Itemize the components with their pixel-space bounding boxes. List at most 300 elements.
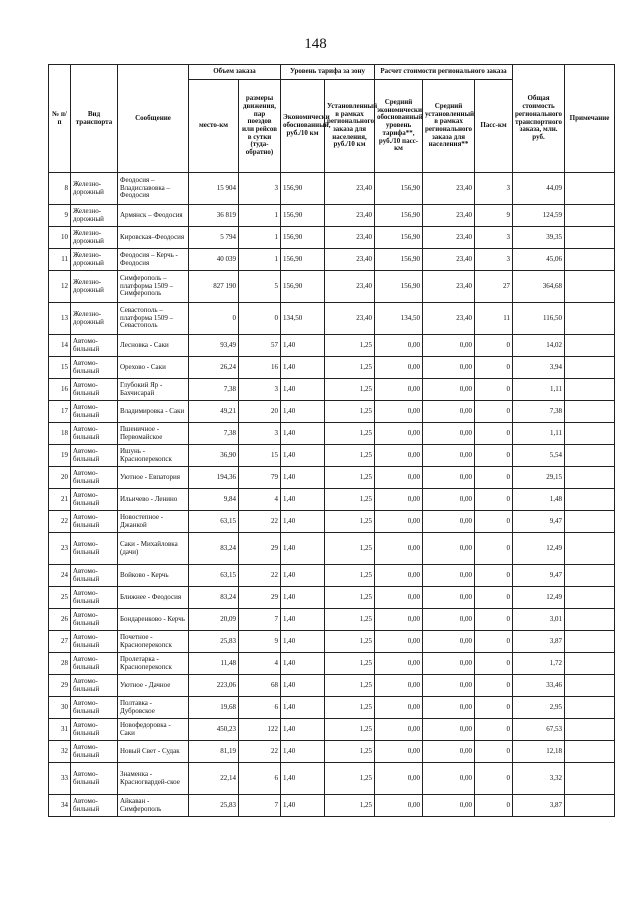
cell-type: Автомо-бильный	[71, 565, 118, 587]
cell-avg-set: 23,40	[423, 227, 475, 249]
cell-avg-econ: 0,00	[375, 763, 423, 795]
cell-set-tariff: 1,25	[325, 423, 375, 445]
cell-avg-econ: 0,00	[375, 631, 423, 653]
cell-avg-econ: 156,90	[375, 271, 423, 303]
cell-set-tariff: 1,25	[325, 445, 375, 467]
cell-seat-km: 40 039	[189, 249, 239, 271]
cell-connection: Симферополь – платформа 1509 – Симферополь	[118, 271, 189, 303]
cell-note	[565, 401, 615, 423]
cell-note	[565, 675, 615, 697]
header-num: № п/п	[49, 65, 71, 173]
cell-note	[565, 173, 615, 205]
header-avg-set: Средний установленный в рамках регионального заказа для населения**	[423, 80, 475, 173]
cell-set-tariff: 23,40	[325, 205, 375, 227]
cell-total: 1,72	[513, 653, 565, 675]
cell-total: 1,48	[513, 489, 565, 511]
table-row	[49, 719, 615, 741]
cell-set-tariff: 1,25	[325, 631, 375, 653]
cell-type: Автомо-бильный	[71, 335, 118, 357]
cell-set-tariff: 1,25	[325, 697, 375, 719]
header-trips: размеры движения, пар поездов или рейсов в сутки (туда-обратно)	[239, 80, 281, 173]
table-row	[49, 271, 615, 303]
cell-total: 12,18	[513, 741, 565, 763]
cell-seat-km: 7,38	[189, 423, 239, 445]
cell-note	[565, 227, 615, 249]
cell-avg-econ: 156,90	[375, 249, 423, 271]
cell-pass-km: 0	[475, 697, 513, 719]
cell-econ-tariff: 156,90	[281, 173, 325, 205]
cell-num: 18	[49, 423, 71, 445]
table-row	[49, 357, 615, 379]
cell-total: 2,95	[513, 697, 565, 719]
cell-pass-km: 0	[475, 609, 513, 631]
cell-avg-set: 0,00	[423, 379, 475, 401]
cell-avg-econ: 0,00	[375, 489, 423, 511]
table-row	[49, 335, 615, 357]
cell-avg-set: 23,40	[423, 271, 475, 303]
cell-total: 116,50	[513, 303, 565, 335]
cell-avg-econ: 0,00	[375, 609, 423, 631]
cell-seat-km: 36 819	[189, 205, 239, 227]
cell-note	[565, 609, 615, 631]
cell-connection: Полтавка - Дубровское	[118, 697, 189, 719]
cell-pass-km: 0	[475, 379, 513, 401]
cell-seat-km: 15 904	[189, 173, 239, 205]
header-avg-econ: Средний экономически обоснованный уровень тарифа**, руб./10 пасс-км	[375, 80, 423, 173]
cell-avg-econ: 0,00	[375, 379, 423, 401]
cell-econ-tariff: 1,40	[281, 609, 325, 631]
cell-avg-econ: 0,00	[375, 675, 423, 697]
cell-num: 21	[49, 489, 71, 511]
table-row	[49, 533, 615, 565]
cell-avg-set: 23,40	[423, 205, 475, 227]
cell-type: Автомо-бильный	[71, 511, 118, 533]
cell-trips: 1	[239, 205, 281, 227]
cell-num: 17	[49, 401, 71, 423]
cell-num: 14	[49, 335, 71, 357]
cell-econ-tariff: 1,40	[281, 357, 325, 379]
cell-seat-km: 36,90	[189, 445, 239, 467]
cell-total: 3,87	[513, 631, 565, 653]
cell-num: 26	[49, 609, 71, 631]
cell-note	[565, 467, 615, 489]
table-row	[49, 303, 615, 335]
cell-total: 3,87	[513, 795, 565, 817]
cell-type: Железно-дорожный	[71, 303, 118, 335]
cell-pass-km: 0	[475, 533, 513, 565]
cell-trips: 29	[239, 533, 281, 565]
cell-seat-km: 83,24	[189, 587, 239, 609]
cell-trips: 3	[239, 379, 281, 401]
cell-econ-tariff: 1,40	[281, 587, 325, 609]
cell-avg-econ: 0,00	[375, 401, 423, 423]
cell-avg-econ: 0,00	[375, 697, 423, 719]
cell-num: 32	[49, 741, 71, 763]
cell-seat-km: 450,23	[189, 719, 239, 741]
cell-econ-tariff: 1,40	[281, 697, 325, 719]
cell-seat-km: 22,14	[189, 763, 239, 795]
cell-econ-tariff: 156,90	[281, 249, 325, 271]
cell-avg-econ: 134,50	[375, 303, 423, 335]
cell-note	[565, 565, 615, 587]
cell-avg-set: 0,00	[423, 795, 475, 817]
cell-num: 10	[49, 227, 71, 249]
cell-econ-tariff: 1,40	[281, 445, 325, 467]
cell-econ-tariff: 1,40	[281, 653, 325, 675]
cell-pass-km: 0	[475, 423, 513, 445]
cell-num: 25	[49, 587, 71, 609]
cell-set-tariff: 1,25	[325, 719, 375, 741]
cell-trips: 1	[239, 249, 281, 271]
cell-type: Автомо-бильный	[71, 631, 118, 653]
cell-set-tariff: 1,25	[325, 357, 375, 379]
table-row	[49, 467, 615, 489]
header-econ-tariff: Экономически обоснованный, руб./10 км	[281, 80, 325, 173]
header-connection: Сообщение	[118, 65, 189, 173]
cell-avg-set: 0,00	[423, 467, 475, 489]
cell-avg-econ: 0,00	[375, 795, 423, 817]
cell-type: Автомо-бильный	[71, 357, 118, 379]
cell-total: 67,53	[513, 719, 565, 741]
cell-type: Железно-дорожный	[71, 227, 118, 249]
cell-avg-set: 0,00	[423, 763, 475, 795]
cell-pass-km: 0	[475, 795, 513, 817]
table-row	[49, 675, 615, 697]
header-volume-group: Объем заказа	[189, 65, 281, 80]
table-row	[49, 631, 615, 653]
cell-seat-km: 11,48	[189, 653, 239, 675]
cell-avg-econ: 0,00	[375, 467, 423, 489]
cell-note	[565, 423, 615, 445]
cell-connection: Саки - Михайловка (дачи)	[118, 533, 189, 565]
cell-pass-km: 0	[475, 335, 513, 357]
cell-total: 3,01	[513, 609, 565, 631]
cell-pass-km: 0	[475, 357, 513, 379]
table-row	[49, 205, 615, 227]
cell-note	[565, 653, 615, 675]
cell-trips: 29	[239, 587, 281, 609]
cell-total: 44,09	[513, 173, 565, 205]
cell-type: Железно-дорожный	[71, 173, 118, 205]
header-total: Общая стоимость регионального транспортного заказа, млн. руб.	[513, 65, 565, 173]
cell-connection: Бондаренково - Керчь	[118, 609, 189, 631]
cell-note	[565, 763, 615, 795]
cell-note	[565, 271, 615, 303]
cell-pass-km: 0	[475, 511, 513, 533]
cell-connection: Глубокий Яр - Бахчисарай	[118, 379, 189, 401]
cell-total: 3,94	[513, 357, 565, 379]
cell-connection: Феодосия – Владиславовка – Феодосия	[118, 173, 189, 205]
cell-num: 23	[49, 533, 71, 565]
cell-avg-set: 0,00	[423, 445, 475, 467]
cell-connection: Знаменка - Красногвардей-ское	[118, 763, 189, 795]
cell-set-tariff: 1,25	[325, 467, 375, 489]
cell-avg-set: 0,00	[423, 489, 475, 511]
cell-pass-km: 0	[475, 763, 513, 795]
cell-note	[565, 379, 615, 401]
cell-connection: Феодосия – Керчь - Феодосия	[118, 249, 189, 271]
cell-econ-tariff: 1,40	[281, 741, 325, 763]
cell-set-tariff: 1,25	[325, 587, 375, 609]
cell-note	[565, 587, 615, 609]
table-row	[49, 653, 615, 675]
cell-num: 27	[49, 631, 71, 653]
table-row	[49, 565, 615, 587]
cell-type: Автомо-бильный	[71, 401, 118, 423]
cell-avg-econ: 0,00	[375, 741, 423, 763]
cell-avg-econ: 0,00	[375, 533, 423, 565]
cell-seat-km: 20,09	[189, 609, 239, 631]
cell-avg-set: 0,00	[423, 719, 475, 741]
cell-num: 30	[49, 697, 71, 719]
cell-avg-set: 0,00	[423, 631, 475, 653]
cell-trips: 22	[239, 511, 281, 533]
cell-connection: Пролетарка - Красноперекопск	[118, 653, 189, 675]
cell-connection: Уютное - Дачное	[118, 675, 189, 697]
cell-num: 28	[49, 653, 71, 675]
cell-trips: 22	[239, 741, 281, 763]
cell-pass-km: 3	[475, 249, 513, 271]
cell-set-tariff: 23,40	[325, 249, 375, 271]
cell-avg-econ: 0,00	[375, 719, 423, 741]
cell-note	[565, 741, 615, 763]
cell-avg-econ: 0,00	[375, 423, 423, 445]
cell-total: 14,02	[513, 335, 565, 357]
table-row	[49, 795, 615, 817]
cell-trips: 16	[239, 357, 281, 379]
cell-seat-km: 827 190	[189, 271, 239, 303]
cell-note	[565, 357, 615, 379]
cell-avg-econ: 0,00	[375, 335, 423, 357]
cell-type: Автомо-бильный	[71, 653, 118, 675]
cell-pass-km: 0	[475, 445, 513, 467]
cell-seat-km: 223,06	[189, 675, 239, 697]
table-row	[49, 609, 615, 631]
cell-total: 5,54	[513, 445, 565, 467]
cell-trips: 0	[239, 303, 281, 335]
cell-avg-econ: 0,00	[375, 587, 423, 609]
cell-connection: Айкаван - Симферополь	[118, 795, 189, 817]
cell-econ-tariff: 1,40	[281, 401, 325, 423]
header-pass-km: Пасс-км	[475, 80, 513, 173]
cell-seat-km: 25,83	[189, 795, 239, 817]
table-row	[49, 587, 615, 609]
cell-type: Автомо-бильный	[71, 675, 118, 697]
cell-econ-tariff: 1,40	[281, 423, 325, 445]
cell-avg-set: 0,00	[423, 675, 475, 697]
cell-type: Железно-дорожный	[71, 271, 118, 303]
cell-connection: Ильичево - Ленино	[118, 489, 189, 511]
cell-pass-km: 3	[475, 173, 513, 205]
cell-total: 9,47	[513, 511, 565, 533]
cell-type: Автомо-бильный	[71, 697, 118, 719]
cell-avg-econ: 156,90	[375, 205, 423, 227]
cell-seat-km: 7,38	[189, 379, 239, 401]
cell-trips: 5	[239, 271, 281, 303]
cell-type: Железно-дорожный	[71, 205, 118, 227]
cell-total: 29,15	[513, 467, 565, 489]
cell-avg-set: 23,40	[423, 249, 475, 271]
cell-note	[565, 335, 615, 357]
cell-num: 12	[49, 271, 71, 303]
cell-set-tariff: 1,25	[325, 533, 375, 565]
cell-set-tariff: 1,25	[325, 741, 375, 763]
cell-avg-set: 0,00	[423, 653, 475, 675]
cell-connection: Севастополь – платформа 1509 – Севастополь	[118, 303, 189, 335]
cell-econ-tariff: 156,90	[281, 271, 325, 303]
cell-pass-km: 0	[475, 565, 513, 587]
cell-econ-tariff: 1,40	[281, 533, 325, 565]
cell-type: Автомо-бильный	[71, 587, 118, 609]
cell-connection: Орехово - Саки	[118, 357, 189, 379]
cell-pass-km: 0	[475, 653, 513, 675]
header-seat-km: место-км	[189, 80, 239, 173]
header-type: Вид транспорта	[71, 65, 118, 173]
cell-total: 7,38	[513, 401, 565, 423]
cell-econ-tariff: 134,50	[281, 303, 325, 335]
cell-avg-set: 23,40	[423, 303, 475, 335]
cell-seat-km: 194,36	[189, 467, 239, 489]
cell-pass-km: 9	[475, 205, 513, 227]
cell-num: 33	[49, 763, 71, 795]
cell-type: Автомо-бильный	[71, 719, 118, 741]
cell-type: Автомо-бильный	[71, 533, 118, 565]
cell-total: 12,49	[513, 587, 565, 609]
cell-num: 9	[49, 205, 71, 227]
cell-avg-econ: 156,90	[375, 227, 423, 249]
cell-set-tariff: 1,25	[325, 565, 375, 587]
cell-trips: 1	[239, 227, 281, 249]
cell-num: 34	[49, 795, 71, 817]
cell-note	[565, 489, 615, 511]
table-body	[49, 173, 615, 817]
cell-connection: Ближнее - Феодосия	[118, 587, 189, 609]
cell-avg-set: 0,00	[423, 565, 475, 587]
cell-set-tariff: 1,25	[325, 609, 375, 631]
table-row	[49, 173, 615, 205]
cell-set-tariff: 23,40	[325, 173, 375, 205]
cell-type: Автомо-бильный	[71, 445, 118, 467]
cell-connection: Пшеничное - Первомайское	[118, 423, 189, 445]
cell-econ-tariff: 156,90	[281, 227, 325, 249]
table-row	[49, 697, 615, 719]
cell-num: 16	[49, 379, 71, 401]
cell-total: 124,59	[513, 205, 565, 227]
cell-type: Автомо-бильный	[71, 763, 118, 795]
table-row	[49, 445, 615, 467]
cell-econ-tariff: 1,40	[281, 675, 325, 697]
cell-pass-km: 3	[475, 227, 513, 249]
cell-total: 45,06	[513, 249, 565, 271]
cell-econ-tariff: 1,40	[281, 379, 325, 401]
cell-total: 1,11	[513, 379, 565, 401]
cell-note	[565, 719, 615, 741]
cell-trips: 4	[239, 489, 281, 511]
cell-trips: 3	[239, 173, 281, 205]
cell-seat-km: 26,24	[189, 357, 239, 379]
cell-total: 1,11	[513, 423, 565, 445]
cell-econ-tariff: 1,40	[281, 719, 325, 741]
cell-set-tariff: 1,25	[325, 379, 375, 401]
table-row	[49, 249, 615, 271]
cell-set-tariff: 1,25	[325, 401, 375, 423]
cell-num: 15	[49, 357, 71, 379]
regional-order-table	[48, 64, 615, 817]
cell-note	[565, 533, 615, 565]
cell-type: Автомо-бильный	[71, 489, 118, 511]
cell-avg-set: 0,00	[423, 423, 475, 445]
cell-num: 24	[49, 565, 71, 587]
cell-avg-set: 23,40	[423, 173, 475, 205]
cell-pass-km: 11	[475, 303, 513, 335]
cell-pass-km: 27	[475, 271, 513, 303]
header-tariff-group: Уровень тарифа за зону	[281, 65, 375, 80]
cell-seat-km: 63,15	[189, 511, 239, 533]
cell-set-tariff: 1,25	[325, 653, 375, 675]
cell-econ-tariff: 156,90	[281, 205, 325, 227]
cell-trips: 68	[239, 675, 281, 697]
cell-avg-set: 0,00	[423, 609, 475, 631]
cell-type: Автомо-бильный	[71, 467, 118, 489]
cell-avg-set: 0,00	[423, 335, 475, 357]
header-calc-group: Расчет стоимости регионального заказа	[375, 65, 513, 80]
cell-num: 11	[49, 249, 71, 271]
cell-set-tariff: 1,25	[325, 335, 375, 357]
cell-trips: 122	[239, 719, 281, 741]
cell-pass-km: 0	[475, 467, 513, 489]
cell-econ-tariff: 1,40	[281, 467, 325, 489]
cell-note	[565, 697, 615, 719]
cell-pass-km: 0	[475, 489, 513, 511]
table-row	[49, 763, 615, 795]
cell-seat-km: 83,24	[189, 533, 239, 565]
cell-total: 12,49	[513, 533, 565, 565]
cell-seat-km: 25,83	[189, 631, 239, 653]
cell-connection: Лесновка - Саки	[118, 335, 189, 357]
cell-type: Автомо-бильный	[71, 795, 118, 817]
header-note: Примечание	[565, 65, 615, 173]
cell-connection: Новофедоровка - Саки	[118, 719, 189, 741]
cell-avg-econ: 0,00	[375, 653, 423, 675]
cell-avg-set: 0,00	[423, 401, 475, 423]
cell-connection: Ишунь - Красноперекопск	[118, 445, 189, 467]
page-number: 148	[304, 36, 327, 52]
cell-trips: 6	[239, 697, 281, 719]
cell-avg-set: 0,00	[423, 511, 475, 533]
cell-num: 22	[49, 511, 71, 533]
cell-trips: 79	[239, 467, 281, 489]
cell-seat-km: 49,21	[189, 401, 239, 423]
table-row	[49, 379, 615, 401]
cell-note	[565, 511, 615, 533]
cell-pass-km: 0	[475, 631, 513, 653]
cell-trips: 15	[239, 445, 281, 467]
cell-pass-km: 0	[475, 741, 513, 763]
cell-avg-set: 0,00	[423, 357, 475, 379]
cell-econ-tariff: 1,40	[281, 489, 325, 511]
cell-seat-km: 93,49	[189, 335, 239, 357]
cell-note	[565, 795, 615, 817]
cell-type: Железно-дорожный	[71, 249, 118, 271]
cell-note	[565, 631, 615, 653]
cell-econ-tariff: 1,40	[281, 335, 325, 357]
cell-seat-km: 0	[189, 303, 239, 335]
cell-seat-km: 81,19	[189, 741, 239, 763]
cell-avg-set: 0,00	[423, 741, 475, 763]
cell-set-tariff: 1,25	[325, 763, 375, 795]
cell-econ-tariff: 1,40	[281, 795, 325, 817]
cell-trips: 9	[239, 631, 281, 653]
